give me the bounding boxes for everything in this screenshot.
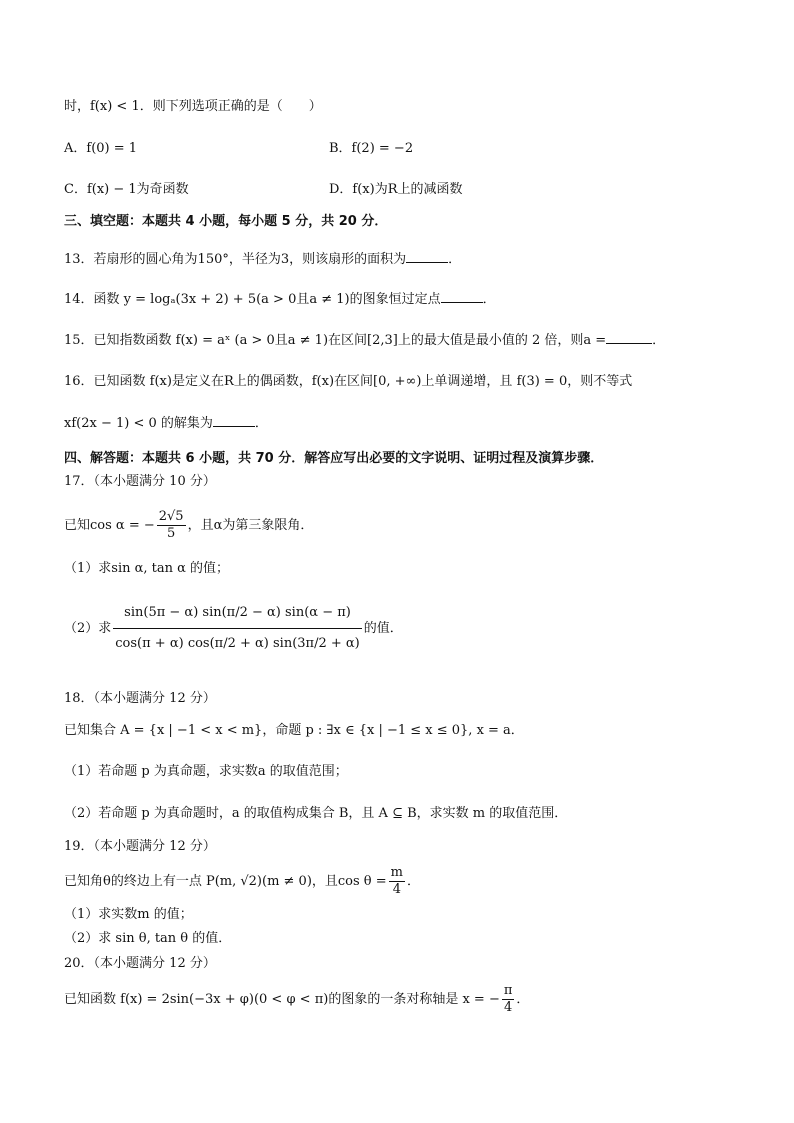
fraction-numerator: sin(5π − α) sin(π/2 − α) sin(α − π) bbox=[113, 598, 361, 629]
question-19-part-2: （2）求 sin θ, tan θ 的值． bbox=[64, 931, 232, 946]
question-12-stem-continued: 时，f(x) < 1．则下列选项正确的是（ ） bbox=[64, 99, 322, 114]
q19-post: ． bbox=[407, 874, 421, 889]
fraction bbox=[113, 598, 361, 659]
question-14: 14．函数 y = logₐ(3x + 2) + 5(a > 0且a ≠ 1)的图象恒过定点 ． bbox=[64, 292, 496, 307]
question-14-text: 14．函数 y = logₐ(3x + 2) + 5(a > 0且a ≠ 1)的图象恒过定点 bbox=[64, 292, 441, 307]
question-17-stem bbox=[64, 508, 313, 544]
q19-pre: 已知角θ的终边上有一点 P(m, √2)(m ≠ 0)，且cos θ = bbox=[64, 874, 387, 889]
fraction bbox=[157, 509, 186, 542]
question-16-text: xf(2x − 1) < 0 的解集为 bbox=[64, 416, 213, 431]
option-c: C．f(x) − 1为奇函数 bbox=[64, 182, 189, 197]
question-18-part-2: （2）若命题 p 为真命题时，a 的取值构成集合 B，且 A ⊆ B，求实数 m 的取值范围． bbox=[64, 806, 568, 821]
answer-blank bbox=[213, 414, 255, 427]
question-19-header: 19．（本小题满分 12 分） bbox=[64, 839, 216, 854]
question-13: 13．若扇形的圆心角为150°，半径为3，则该扇形的面积为 ． bbox=[64, 252, 462, 267]
q17-2-pre: （2）求 bbox=[64, 621, 112, 636]
fraction-denominator: 4 bbox=[503, 1000, 513, 1015]
answer-blank bbox=[606, 331, 652, 344]
fraction-numerator: π bbox=[503, 983, 513, 998]
question-20-header: 20．（本小题满分 12 分） bbox=[64, 956, 216, 971]
question-19-part-1: （1）求实数m 的值； bbox=[64, 907, 193, 922]
section-3-heading: 三、填空题：本题共 4 小题，每小题 5 分，共 20 分． bbox=[64, 214, 388, 229]
q17-post: ，且α为第三象限角． bbox=[187, 518, 314, 533]
question-15-text: 15．已知指数函数 f(x) = aˣ (a > 0且a ≠ 1)在区间[2,3]上的最大值是最小值的 2 倍，则a = bbox=[64, 333, 607, 348]
q20-pre: 已知函数 f(x) = 2sin(−3x + φ)(0 < φ < π)的图象的一条对称轴是 x = − bbox=[64, 992, 500, 1007]
answer-blank bbox=[441, 290, 483, 303]
option-a: A．f(0) = 1 bbox=[64, 141, 138, 156]
question-19-stem bbox=[64, 864, 420, 900]
question-13-text: 13．若扇形的圆心角为150°，半径为3，则该扇形的面积为 bbox=[64, 252, 407, 267]
question-17-part-1: （1）求sin α, tan α 的值； bbox=[64, 561, 230, 576]
answer-blank bbox=[406, 250, 448, 263]
question-17-header: 17．（本小题满分 10 分） bbox=[64, 474, 216, 489]
fraction bbox=[502, 983, 515, 1016]
question-18-header: 18．（本小题满分 12 分） bbox=[64, 691, 216, 706]
question-18-stem: 已知集合 A = {x | −1 < x < m}，命题 p : ∃x ∈ {x | −1 ≤ x ≤ 0}, x = a． bbox=[64, 723, 524, 738]
question-17-part-2 bbox=[64, 598, 403, 659]
question-18-part-1: （1）若命题 p 为真命题，求实数a 的取值范围； bbox=[64, 764, 348, 779]
question-16-line-1: 16．已知函数 f(x)是定义在R上的偶函数，f(x)在区间[0, +∞)上单调递增，且 f(3) = 0，则不等式 bbox=[64, 374, 633, 389]
fraction-denominator: 4 bbox=[392, 882, 401, 897]
q20-post: ． bbox=[516, 992, 530, 1007]
question-16-line-2: xf(2x − 1) < 0 的解集为 ． bbox=[64, 416, 268, 431]
q17-pre: 已知cos α = − bbox=[64, 518, 155, 533]
option-b: B．f(2) = −2 bbox=[329, 141, 414, 156]
fraction-denominator: cos(π + α) cos(π/2 + α) sin(3π/2 + α) bbox=[115, 636, 360, 651]
fraction bbox=[389, 865, 405, 898]
fraction-numerator: 2√5 bbox=[158, 509, 184, 524]
question-20-stem bbox=[64, 982, 529, 1018]
option-d: D．f(x)为R上的减函数 bbox=[329, 182, 463, 197]
fraction-numerator: m bbox=[390, 865, 403, 880]
q17-2-post: 的值． bbox=[363, 621, 403, 636]
question-15: 15．已知指数函数 f(x) = aˣ (a > 0且a ≠ 1)在区间[2,3]上的最大值是最小值的 2 倍，则a = ． bbox=[64, 333, 666, 348]
section-4-heading: 四、解答题：本题共 6 小题，共 70 分．解答应写出必要的文字说明、证明过程及演算步骤． bbox=[64, 451, 604, 466]
fraction-denominator: 5 bbox=[167, 526, 176, 541]
